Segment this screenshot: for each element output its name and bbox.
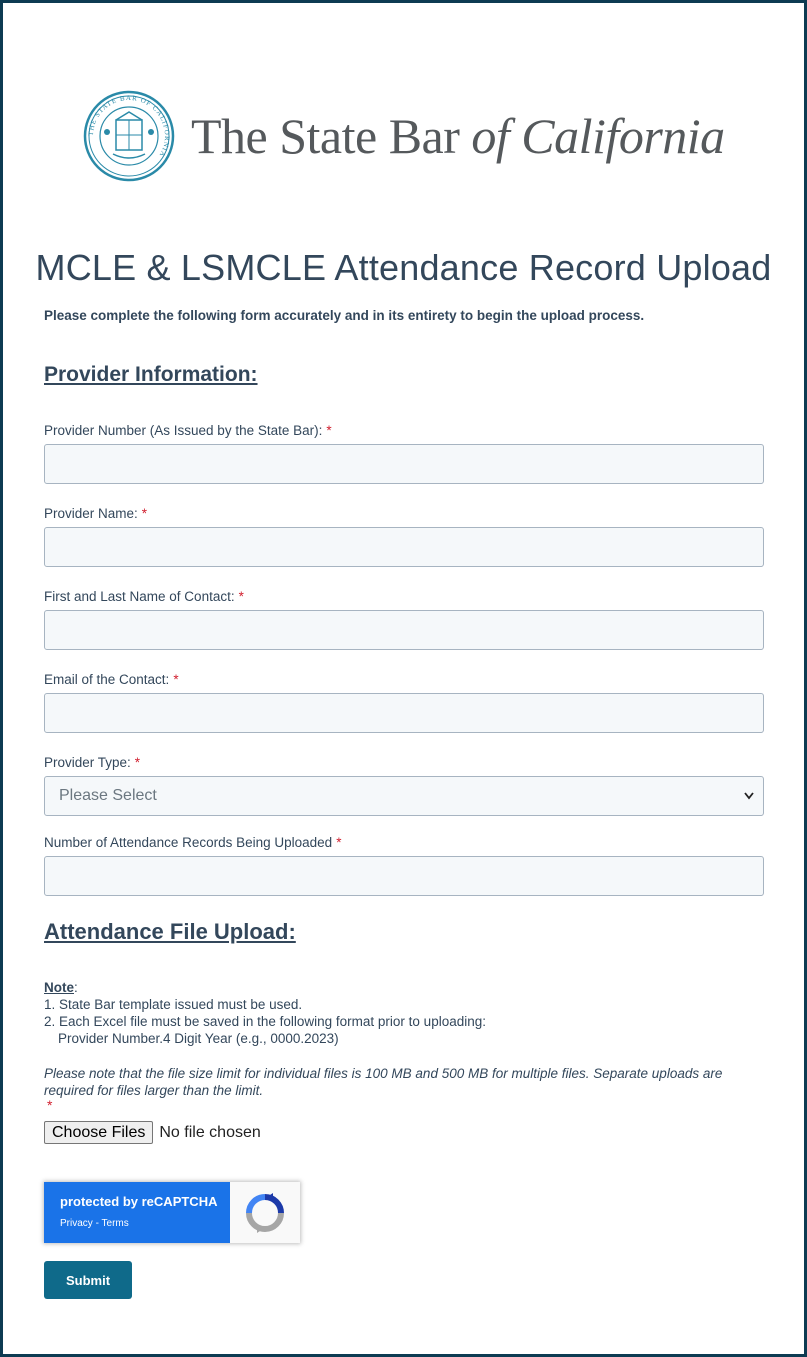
chevron-down-icon	[743, 777, 755, 830]
contact-name-label-text: First and Last Name of Contact:	[44, 589, 235, 604]
recaptcha-privacy-link[interactable]: Privacy	[60, 1218, 93, 1229]
note-line: Provider Number.4 Digit Year (e.g., 0000.2023)	[58, 1031, 339, 1046]
page-title: MCLE & LSMCLE Attendance Record Upload	[35, 247, 772, 288]
choose-files-button[interactable]: Choose Files	[44, 1121, 153, 1144]
recaptcha-separator: -	[92, 1218, 102, 1229]
state-bar-seal-icon	[83, 90, 175, 182]
recaptcha-info-panel	[44, 1182, 230, 1243]
provider-number-label	[44, 423, 332, 438]
note-line: 2. Each Excel file must be saved in the following format prior to uploading:	[44, 1014, 486, 1029]
provider-type-selected-value: Please Select	[59, 787, 157, 804]
file-size-note: Please note that the file size limit for individual files is 100 MB and 500 MB for multiple files. Separate uploads are required for files larger than the limit.	[44, 1066, 723, 1098]
provider-name-label-text: Provider Name:	[44, 506, 138, 521]
note-heading: Note	[44, 980, 74, 995]
seal-text: THE STATE BAR OF CALIFORNIA	[86, 93, 172, 159]
required-marker: *	[141, 506, 148, 521]
provider-number-input[interactable]	[44, 444, 764, 484]
provider-type-select[interactable]	[44, 776, 764, 816]
provider-section-heading: Provider Information:	[44, 363, 258, 386]
provider-type-label-text: Provider Type:	[44, 755, 131, 770]
upload-note	[44, 979, 486, 1047]
note-colon: :	[74, 980, 78, 995]
required-marker: *	[336, 835, 342, 850]
file-status-text: No file chosen	[159, 1123, 261, 1141]
state-bar-logo	[83, 88, 725, 183]
provider-name-input[interactable]	[44, 527, 764, 567]
note-heading-line	[44, 979, 486, 996]
required-marker: *	[173, 672, 179, 687]
records-count-label-text: Number of Attendance Records Being Uploaded	[44, 835, 333, 850]
required-marker: *	[326, 423, 332, 438]
contact-email-label-text: Email of the Contact:	[44, 672, 170, 687]
records-count-label	[44, 835, 341, 850]
brand-wordmark	[191, 107, 725, 165]
records-count-input[interactable]	[44, 856, 764, 896]
recaptcha-terms-link[interactable]: Terms	[101, 1218, 129, 1229]
contact-name-input[interactable]	[44, 610, 764, 650]
file-upload-control	[44, 1121, 261, 1144]
note-line: 1. State Bar template issued must be used.	[44, 997, 303, 1012]
provider-number-label-text: Provider Number (As Issued by the State Bar):	[44, 423, 323, 438]
provider-name-label	[44, 506, 147, 521]
recaptcha-links	[60, 1218, 230, 1229]
required-marker: *	[47, 1097, 53, 1113]
recaptcha-badge	[44, 1182, 300, 1243]
provider-type-label	[44, 755, 140, 770]
submit-button[interactable]: Submit	[44, 1261, 132, 1299]
brand-wordmark-italic: of California	[471, 107, 725, 164]
contact-email-label	[44, 672, 179, 687]
recaptcha-title: protected by reCAPTCHA	[60, 1194, 218, 1209]
recaptcha-logo-icon	[230, 1182, 300, 1243]
intro-text: Please complete the following form accurately and in its entirety to begin the upload process.	[44, 308, 645, 323]
contact-email-input[interactable]	[44, 693, 764, 733]
required-marker: *	[238, 589, 244, 604]
required-marker: *	[134, 755, 141, 770]
upload-section-heading: Attendance File Upload:	[44, 919, 296, 944]
contact-name-label	[44, 589, 244, 604]
brand-wordmark-main: The State Bar	[191, 107, 472, 164]
